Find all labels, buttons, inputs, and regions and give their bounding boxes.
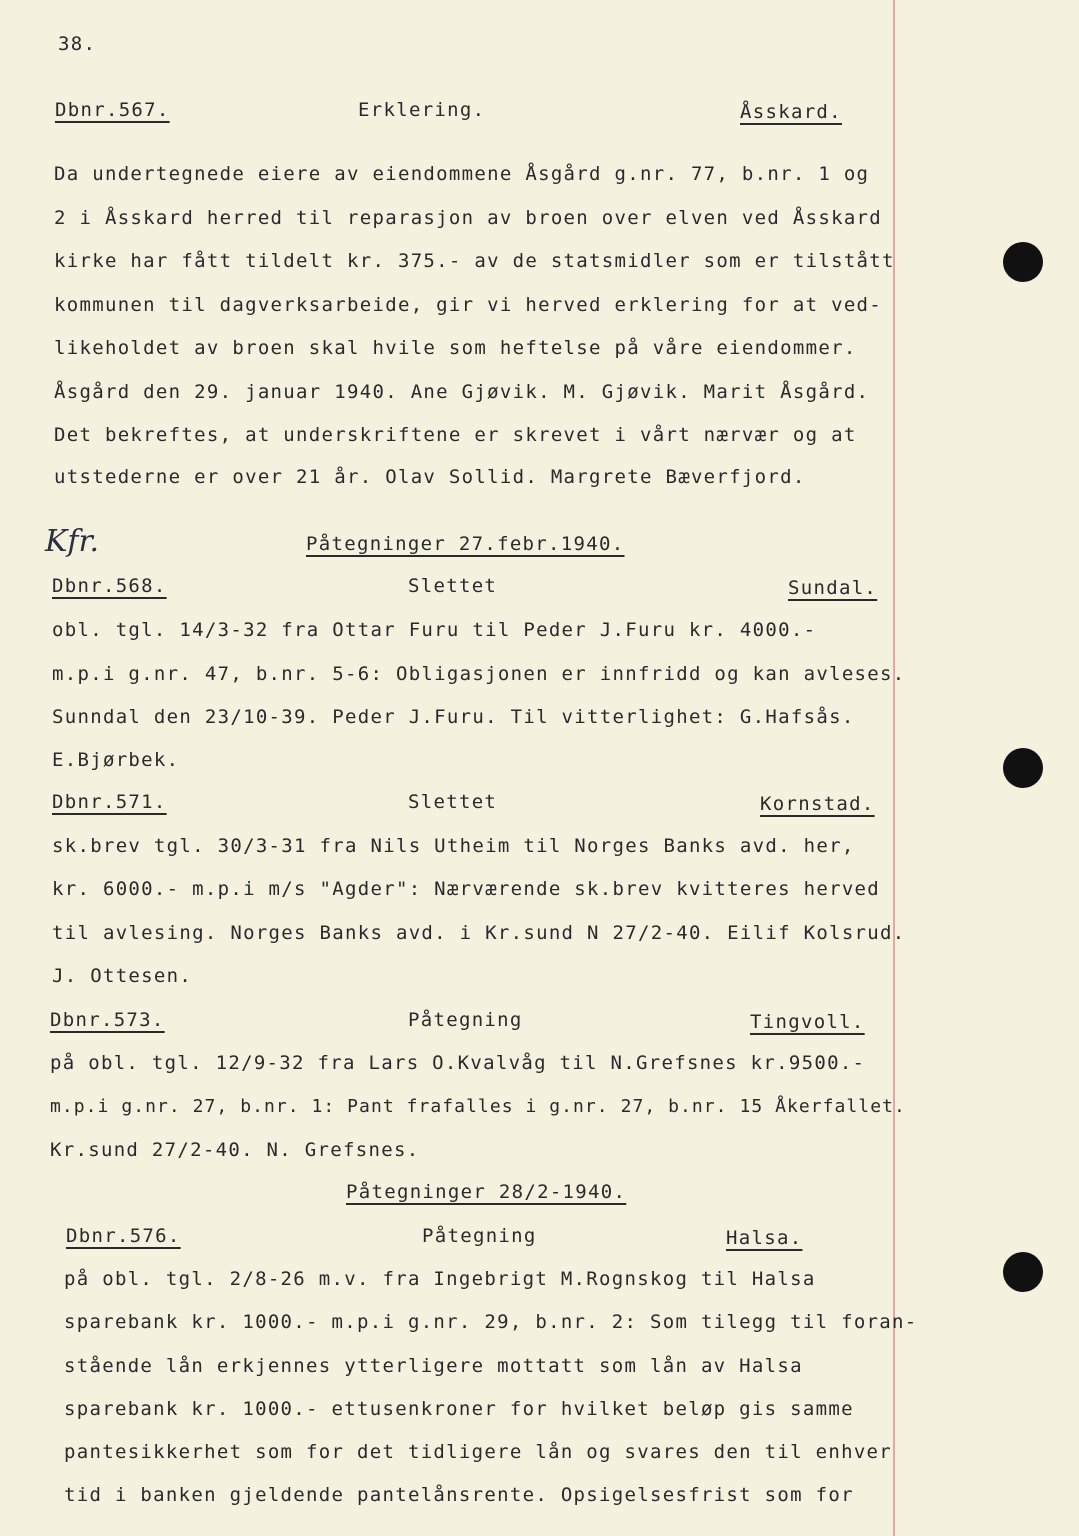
punch-hole [1003,748,1043,788]
entry-place: Åsskard. [740,101,842,123]
text-line: Åsgård den 29. januar 1940. Ane Gjøvik. M. Gjøvik. Marit Åsgård. [54,381,870,403]
punch-hole [1003,1252,1043,1292]
text-line: 2 i Åsskard herred til reparasjon av broen over elven ved Åsskard [54,207,883,229]
entry-title: Slettet [408,791,498,813]
text-line: pantesikkerhet som for det tidligere lån og svares den til enhver [64,1441,893,1463]
text-line: kommunen til dagverksarbeide, gir vi herved erklering for at ved- [54,294,883,316]
entry-number: Dbnr.568. [52,575,167,597]
text-line: sparebank kr. 1000.- ettusenkroner for hvilket beløp gis samme [64,1398,854,1420]
page-number: 38. [58,33,97,55]
text-line: J. Ottesen. [52,965,193,987]
text-line: Det bekreftes, at underskriftene er skrevet i vårt nærvær og at [54,424,857,446]
punch-hole [1003,242,1043,282]
entry-number: Dbnr.573. [50,1009,165,1031]
entry-title: Påtegning [408,1009,523,1031]
text-line: m.p.i g.nr. 47, b.nr. 5-6: Obligasjonen er innfridd og kan avleses. [52,663,906,685]
entry-place: Tingvoll. [750,1011,865,1033]
text-line: sparebank kr. 1000.- m.p.i g.nr. 29, b.nr. 2: Som tilegg til foran- [64,1311,918,1333]
text-line: likeholdet av broen skal hvile som heftelse på våre eiendommer. [54,337,857,359]
entry-title: Påtegning [422,1225,537,1247]
text-line: Da undertegnede eiere av eiendommene Åsgård g.nr. 77, b.nr. 1 og [54,163,870,185]
entry-number: Dbnr.571. [52,791,167,813]
text-line: utstederne er over 21 år. Olav Sollid. Margrete Bæverfjord. [54,466,806,488]
section-heading: Påtegninger 28/2-1940. [346,1181,627,1203]
entry-place: Sundal. [788,577,878,599]
text-line: E.Bjørbek. [52,749,180,771]
text-line: obl. tgl. 14/3-32 fra Ottar Furu til Peder J.Furu kr. 4000.- [52,619,817,641]
text-line: på obl. tgl. 12/9-32 fra Lars O.Kvalvåg til N.Grefsnes kr.9500.- [50,1052,866,1074]
section-heading: Påtegninger 27.febr.1940. [306,533,625,555]
text-line: sk.brev tgl. 30/3-31 fra Nils Utheim til Norges Banks avd. her, [52,835,855,857]
text-line: Sunndal den 23/10-39. Peder J.Furu. Til vitterlighet: G.Hafsås. [52,706,855,728]
entry-number: Dbnr.576. [66,1225,181,1247]
text-line: kr. 6000.- m.p.i m/s "Agder": Nærværende sk.brev kvitteres herved [52,878,881,900]
text-line: tid i banken gjeldende pantelånsrente. Opsigelsesfrist som for [64,1484,854,1506]
handwritten-mark: Kfr. [45,524,100,559]
text-line: kirke har fått tildelt kr. 375.- av de statsmidler som er tilstått [54,250,895,272]
entry-place: Kornstad. [760,793,875,815]
margin-rule [893,0,895,1536]
entry-title: Erklering. [358,99,486,121]
entry-place: Halsa. [726,1227,803,1249]
text-line: på obl. tgl. 2/8-26 m.v. fra Ingebrigt M.Rognskog til Halsa [64,1268,816,1290]
text-line: til avlesing. Norges Banks avd. i Kr.sund N 27/2-40. Eilif Kolsrud. [52,922,906,944]
text-line: m.p.i g.nr. 27, b.nr. 1: Pant frafalles i g.nr. 27, b.nr. 15 Åkerfallet. [50,1096,906,1117]
entry-title: Slettet [408,575,498,597]
text-line: Kr.sund 27/2-40. N. Grefsnes. [50,1139,420,1161]
text-line: stående lån erkjennes ytterligere mottatt som lån av Halsa [64,1355,803,1377]
entry-number: Dbnr.567. [55,99,170,121]
